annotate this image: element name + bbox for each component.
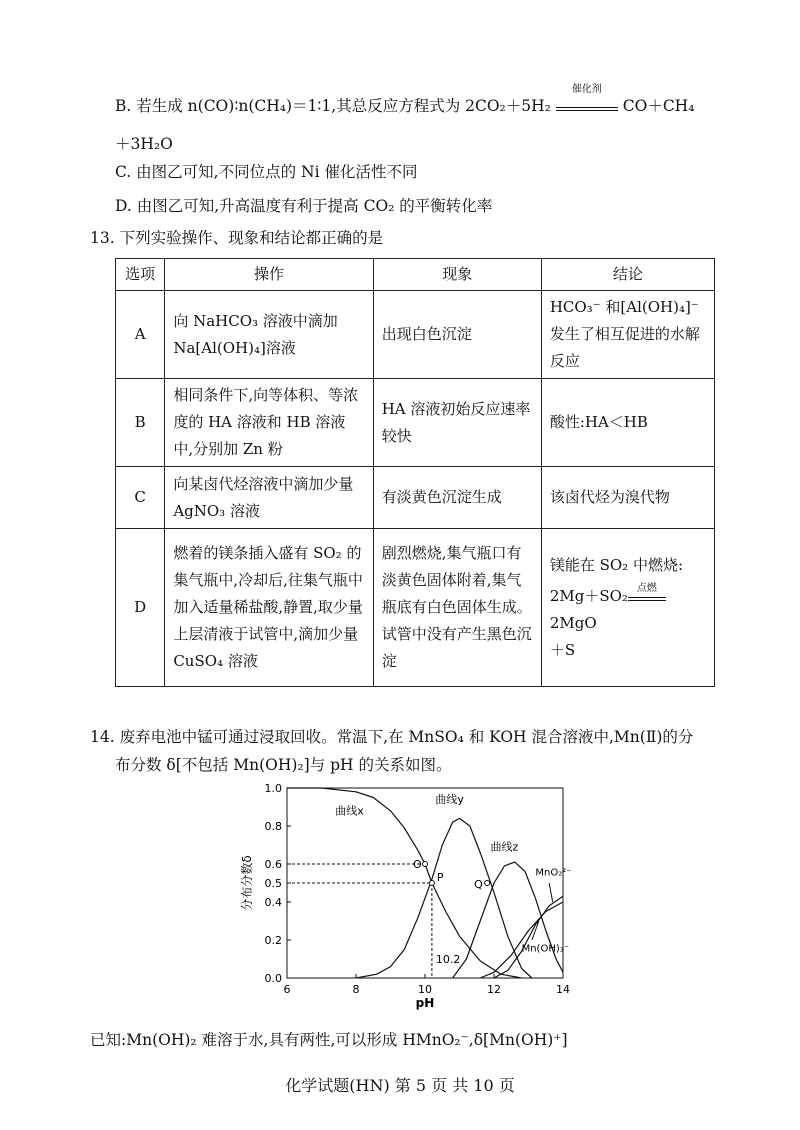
q12-option-c: C. 由图乙可知,不同位点的 Ni 催化活性不同 (115, 163, 418, 181)
curve-label-mno2: MnO₂²⁻ (535, 867, 572, 879)
series-line-Mn(OH)₃⁻ (480, 902, 563, 978)
curve-label-y: 曲线y (435, 793, 464, 807)
x-tick-label: 14 (556, 983, 570, 996)
table-row: D 燃着的镁条插入盛有 SO₂ 的集气瓶中,冷却后,往集气瓶中加入适量稀盐酸,静置,取少量上层清液于试管中,滴加少量 CuSO₄ 溶液 剧烈燃烧,集气瓶口有淡黄色固体附着,集气瓶底有白色固体生成。试管中没有产生黑色沉淀 镁能在 SO₂ 中燃烧: 2Mg＋SO₂ 点燃 2MgO ＋S (116, 529, 715, 687)
curve-label-z: 曲线z (490, 840, 519, 854)
y-tick-label: 0.2 (264, 934, 282, 947)
x-axis-label: pH (415, 996, 435, 1010)
q14-stem-line1: 14. 废弃电池中锰可通过浸取回收。常温下,在 MnSO₄ 和 KOH 混合溶液中,Mn(Ⅱ)的分 (90, 728, 694, 746)
point-label-q: Q (474, 878, 483, 891)
page-footer: 化学试题(HN) 第 5 页 共 10 页 (285, 1076, 515, 1095)
q14-stem-line2: 布分数 δ[不包括 Mn(OH)₂]与 pH 的关系如图。 (115, 756, 452, 774)
q12-option-d: D. 由图乙可知,升高温度有利于提高 CO₂ 的平衡转化率 (115, 197, 493, 215)
y-tick-label: 0.8 (264, 820, 282, 833)
x-tick-label: 8 (352, 983, 360, 996)
y-tick-label: 0.5 (264, 877, 282, 890)
curve-label-mnoh3: Mn(OH)₃⁻ (521, 943, 570, 955)
header-conclusion: 结论 (541, 259, 714, 291)
x-tick-label: 10 (418, 983, 432, 996)
y-tick-label: 0.4 (264, 896, 282, 909)
point-label-o: O (413, 858, 422, 871)
q12-option-b: B. 若生成 n(CO)∶n(CH₄)＝1∶1,其总反应方程式为 2CO₂＋5H₂ 催化剂 CO＋CH₄ (115, 84, 695, 115)
header-option: 选项 (116, 259, 165, 291)
series-line-曲线z (453, 862, 563, 978)
point-label-p: P (436, 871, 444, 884)
x-tick-label: 12 (487, 983, 501, 996)
point-q-marker (485, 881, 490, 886)
table-row: C 向某卤代烃溶液中滴加少量 AgNO₃ 溶液 有淡黄色沉淀生成 该卤代烃为溴代物 (116, 467, 715, 529)
catalyst-label: 催化剂 (571, 84, 602, 95)
y-tick-label: 0.6 (264, 858, 282, 871)
x-tick-label: 6 (283, 983, 291, 996)
conclusion-d-equation: 2Mg＋SO₂ 点燃 2MgO (550, 583, 706, 637)
q14-known: 已知:Mn(OH)₂ 难溶于水,具有两性,可以形成 HMnO₂⁻,δ[Mn(OH)⁺] (90, 1031, 568, 1049)
q13-stem: 13. 下列实验操作、现象和结论都正确的是 (90, 229, 384, 247)
table-header-row (116, 259, 715, 291)
table-row: B 相同条件下,向等体积、等浓度的 HA 溶液和 HB 溶液中,分别加 Zn 粉 HA 溶液初始反应速率较快 酸性:HA＜HB (116, 379, 715, 467)
y-tick-label: 0.0 (264, 972, 282, 985)
y-axis-label: 分布分数δ (240, 855, 254, 911)
curve-label-x: 曲线x (335, 804, 364, 818)
q12-option-b-cont: ＋3H₂O (115, 135, 173, 153)
curve-pointer (549, 883, 552, 902)
series-line-MnO₂²⁻ (494, 896, 563, 978)
distribution-chart (235, 780, 580, 1015)
conclusion-d-line3: ＋S (549, 640, 576, 659)
table-row: A 向 NaHCO₃ 溶液中滴加 Na[Al(OH)₄]溶液 出现白色沉淀 HCO₃⁻ 和[Al(OH)₄]⁻ 发生了相互促进的水解反应 (116, 291, 715, 379)
point-p-marker (429, 881, 434, 886)
ph-label-10-2: 10.2 (435, 952, 461, 966)
header-phenomenon: 现象 (373, 259, 541, 291)
y-tick-label: 1.0 (264, 782, 282, 795)
conclusion-d-line1: 镁能在 SO₂ 中燃烧: (549, 555, 684, 574)
point-o-marker (423, 862, 428, 867)
header-operation: 操作 (165, 259, 373, 291)
experiment-table (115, 258, 715, 687)
